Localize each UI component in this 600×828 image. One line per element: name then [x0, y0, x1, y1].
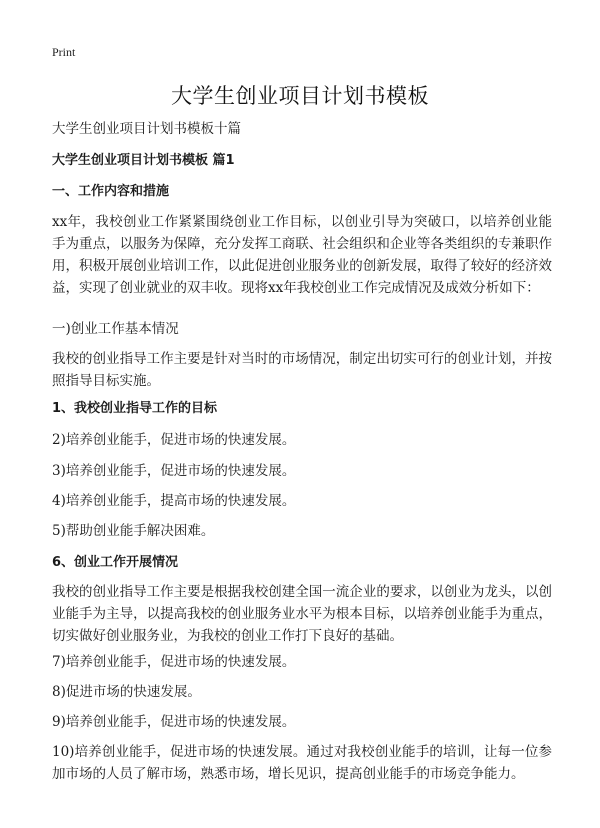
paragraph-progress: 我校的创业指导工作主要是根据我校创建全国一流企业的要求，以创业为龙头，以创业能手为主导，以提高我校的创业服务业水平为根本目标，以培养创业能手为重点，切实做好创业服务业，为我校的创业工作打下良好的基础。: [52, 584, 552, 644]
paragraph-intro: xx年，我校创业工作紧紧围绕创业工作目标，以创业引导为突破口，以培养创业能手为重点，以服务为保障，充分发挥工商联、社会组织和企业等各类组织的专兼职作用，积极开展创业培训工作，以此促进创业服务业的创新发展，取得了较好的经济效益，实现了创业就业的双丰收。现将xx年我校创业工作完成情况及成效分析如下：: [52, 214, 552, 296]
paragraph-training: 10)培养创业能手，促进市场的快速发展。通过对我校创业能手的培训，让每一位参加市场的人员了解市场，熟悉市场，增长见识，提高创业能手的市场竞争能力。: [52, 744, 552, 782]
list-item: 4)培养创业能手，提高市场的快速发展。: [52, 493, 296, 509]
paragraph-guidance: 我校的创业指导工作主要是针对当时的市场情况，制定出切实可行的创业计划，并按照指导目标实施。: [52, 351, 552, 389]
section-heading-progress: 6、创业工作开展情况: [52, 555, 179, 570]
list-item: 9)培养创业能手，促进市场的快速发展。: [52, 714, 296, 730]
article-heading: 大学生创业项目计划书模板 篇1: [52, 153, 235, 168]
section-heading-goals: 1、我校创业指导工作的目标: [52, 401, 218, 416]
list-item: 3)培养创业能手，促进市场的快速发展。: [52, 463, 296, 479]
document-title: 大学生创业项目计划书模板: [171, 84, 429, 108]
section-heading-work-content: 一、工作内容和措施: [52, 184, 170, 199]
subsection-heading-basic-situation: 一)创业工作基本情况: [52, 321, 179, 337]
print-label: Print: [52, 45, 76, 59]
list-item: 8)促进市场的快速发展。: [52, 684, 201, 700]
list-item: 5)帮助创业能手解决困难。: [52, 523, 215, 539]
subtitle: 大学生创业项目计划书模板十篇: [52, 121, 241, 137]
list-item: 2)培养创业能手，促进市场的快速发展。: [52, 432, 296, 448]
list-item: 7)培养创业能手，促进市场的快速发展。: [52, 654, 296, 670]
